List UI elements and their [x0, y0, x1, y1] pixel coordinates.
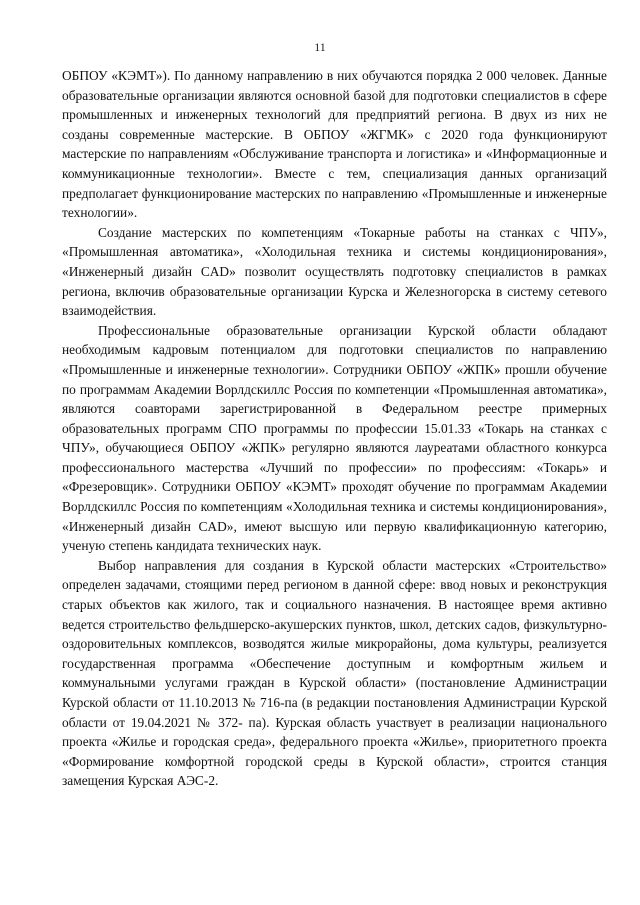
paragraph-staff-potential: Профессиональные образовательные организации Курской области обладают необходимым кадровым потенциалом для подготовки специалистов по направлению «Промышленные и инженерные технологии». Сотрудники ОБПОУ «ЖПК» прошли обучение по программам Академии Ворлдскиллс Россия по компетенции «Промышленная автоматика», являются соавторами зарегистрированной в Федеральном реестре примерных образовательных программ СПО программы по профессии 15.01.33 «Токарь на станках с ЧПУ», обучающиеся ОБПОУ «ЖПК» регулярно являются лауреатами областного конкурса профессионального мастерства «Лучший по профессии» по профессиям: «Токарь» и «Фрезеровщик». Сотрудники ОБПОУ «КЭМТ» проходят обучение по программам Академии Ворлдскиллс Россия по компетенциям «Холодильная техника и системы кондиционирования», «Инженерный дизайн CAD», имеют высшую или первую квалификационную категорию, ученую степень кандидата технических наук.: [62, 322, 607, 554]
paragraph-continuation: ОБПОУ «КЭМТ»). По данному направлению в них обучаются порядка 2 000 человек. Данные образовательные организации являются основной базой для подготовки специалистов в сфере промышленных и инженерных технологий для предприятий региона. В двух из них не созданы современные мастерские. В ОБПОУ «ЖГМК» с 2020 года функционируют мастерские по направлениям «Обслуживание транспорта и логистика» и «Информационные и коммуникационные технологии». Вместе с тем, специализация данных организаций предполагает функционирование мастерских по направлению «Промышленные и инженерные технологии».: [62, 68, 607, 221]
document-body: [62, 66, 607, 791]
paragraph-workshops-creation: Создание мастерских по компетенциям «Токарные работы на станках с ЧПУ», «Промышленная автоматика», «Холодильная техника и системы кондиционирования», «Инженерный дизайн CAD» позволит осуществлять подготовку специалистов в рамках региона, включив образовательные организации Курска и Железногорска в систему сетевого взаимодействия.: [62, 224, 607, 319]
paragraph-construction-direction: Выбор направления для создания в Курской области мастерских «Строительство» определен задачами, стоящими перед регионом в данной сфере: ввод новых и реконструкция старых объектов как жилого, так и социального назначения. В настоящее время активно ведется строительство фельдшерско-акушерских пунктов, школ, детских садов, физкультурно-оздоровительных комплексов, возводятся жилые микрорайоны, дома культуры, реализуется государственная программа «Обеспечение доступным и комфортным жильем и коммунальными услугами граждан в Курской области» (постановление Администрации Курской области от 11.10.2013 № 716-па (в редакции постановления Администрации Курской области от 19.04.2021 № 372- па). Курская область участвует в реализации национального проекта «Жилье и городская среда», федерального проекта «Жилье», приоритетного проекта «Формирование комфортной городской среды в Курской области», строится станция замещения Курская АЭС-2.: [62, 557, 607, 789]
page-number: 11: [314, 40, 326, 54]
